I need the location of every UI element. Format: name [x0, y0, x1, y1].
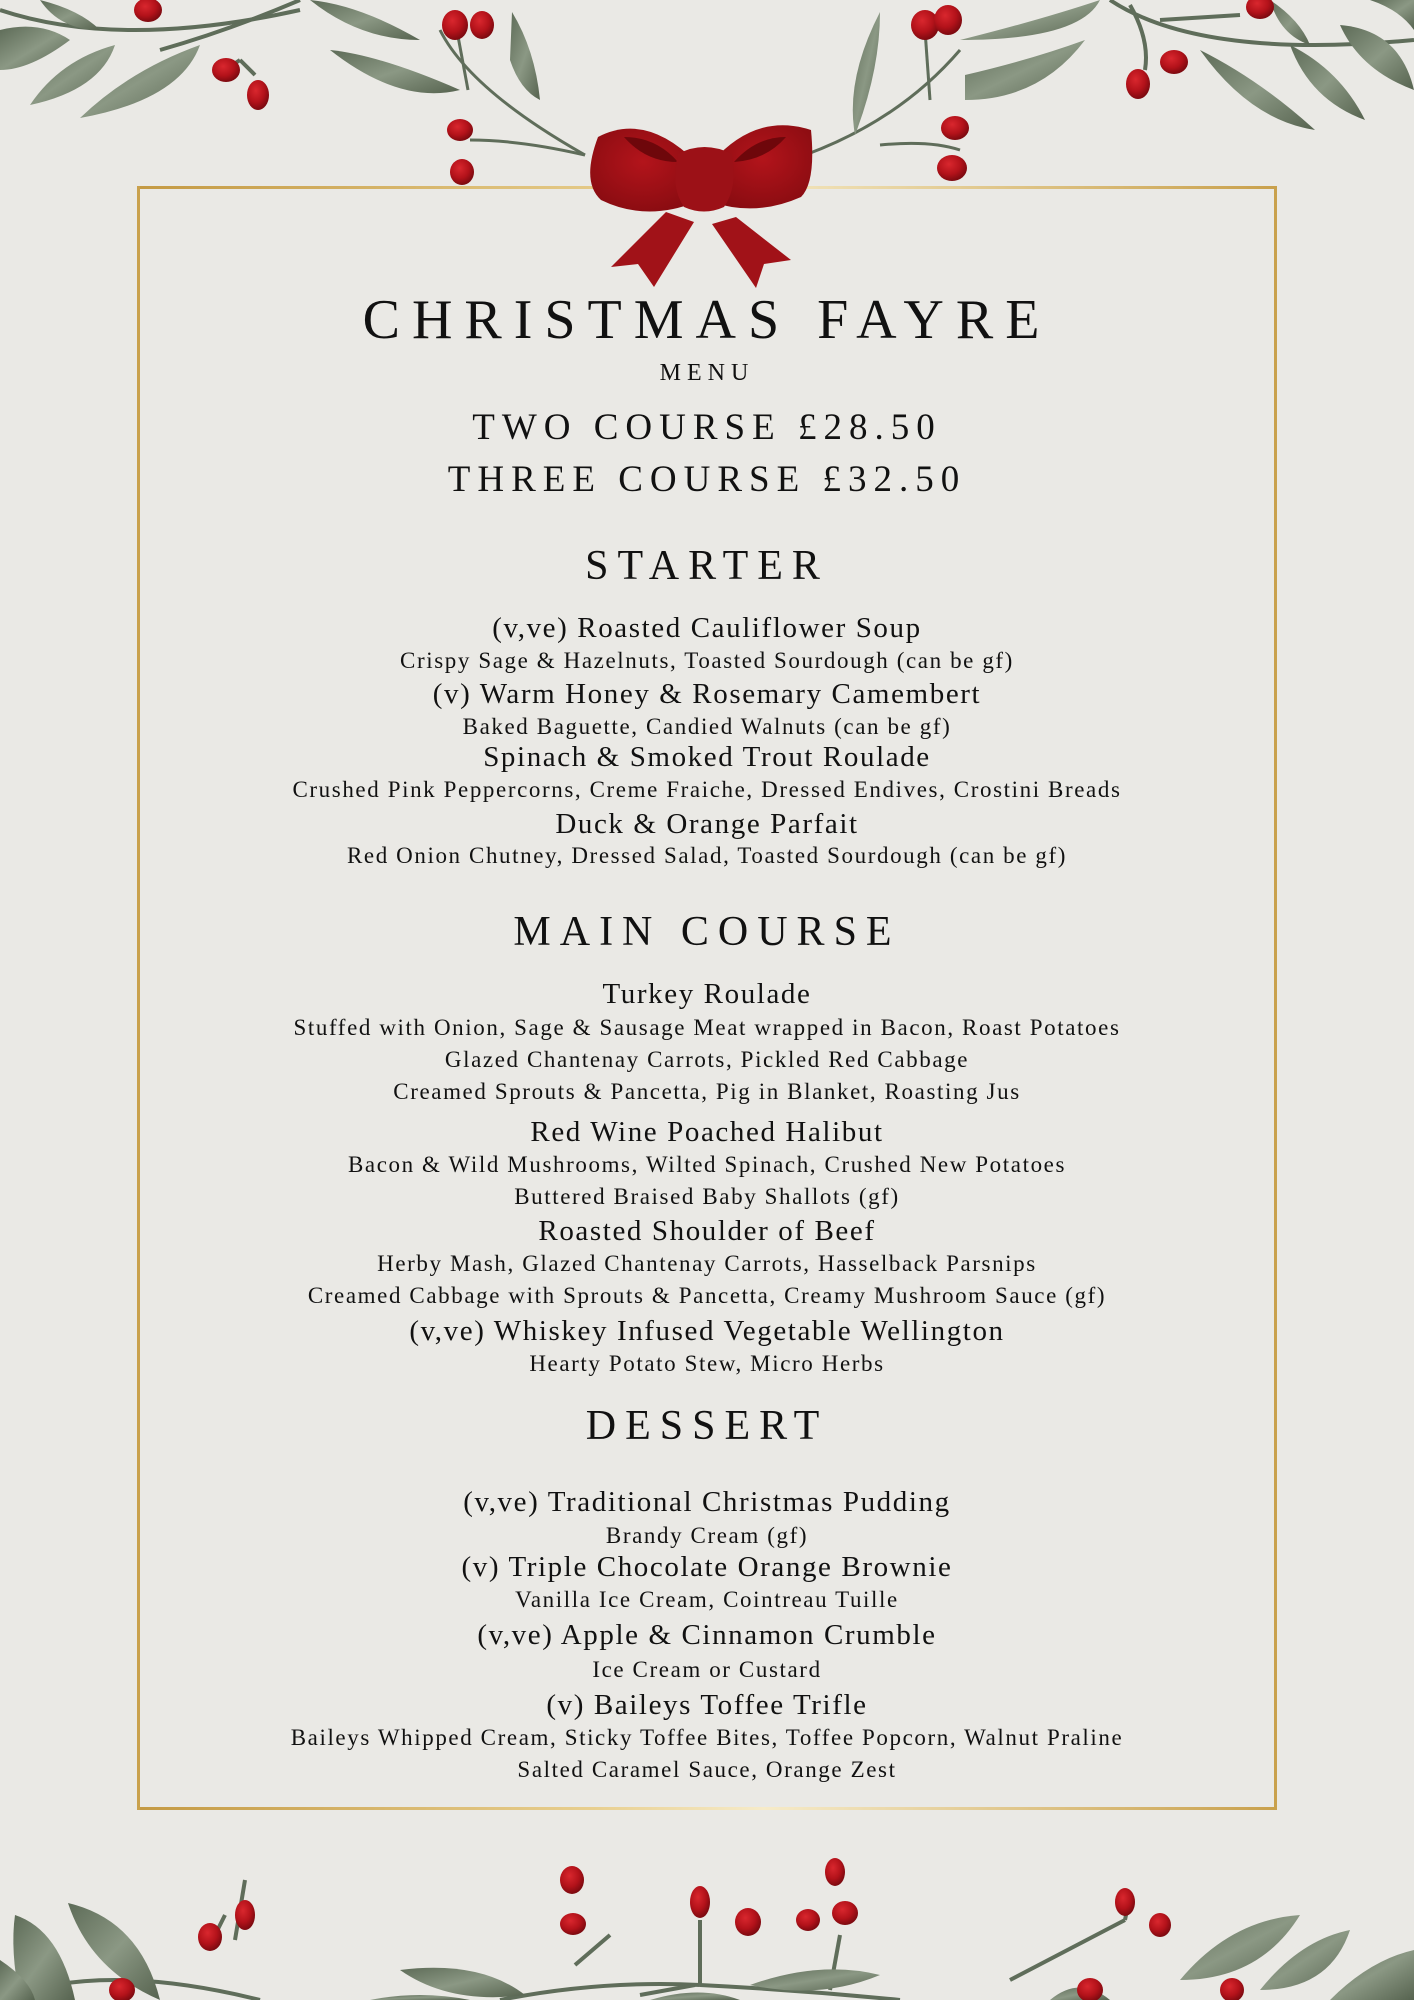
dish-description: Salted Caramel Sauce, Orange Zest — [517, 1757, 897, 1782]
red-bow-icon — [586, 92, 822, 288]
dish-description: Buttered Braised Baby Shallots (gf) — [514, 1184, 900, 1209]
dish-name: Spinach & Smoked Trout Roulade — [483, 741, 931, 773]
dish-description: Baileys Whipped Cream, Sticky Toffee Bites, Toffee Popcorn, Walnut Praline — [290, 1725, 1124, 1750]
price-three-course: THREE COURSE £32.50 — [447, 459, 967, 500]
dish-description: Hearty Potato Stew, Micro Herbs — [529, 1351, 885, 1376]
menu-title: CHRISTMAS FAYRE — [362, 289, 1052, 351]
dish-name: Roasted Shoulder of Beef — [538, 1215, 876, 1247]
dish-description: Bacon & Wild Mushrooms, Wilted Spinach, Crushed New Potatoes — [347, 1152, 1067, 1177]
dish-description: Creamed Cabbage with Sprouts & Pancetta, Creamy Mushroom Sauce (gf) — [307, 1283, 1107, 1308]
dish-description: Vanilla Ice Cream, Cointreau Tuille — [515, 1587, 899, 1612]
section-heading-main-course: MAIN COURSE — [513, 909, 901, 955]
dish-description: Glazed Chantenay Carrots, Pickled Red Cabbage — [444, 1047, 970, 1072]
dish-name: (v,ve) Whiskey Infused Vegetable Wellington — [409, 1315, 1005, 1347]
dish-name: (v,ve) Apple & Cinnamon Crumble — [477, 1619, 937, 1651]
section-heading-starter: STARTER — [585, 543, 829, 589]
dish-name: (v,ve) Traditional Christmas Pudding — [463, 1486, 951, 1518]
dish-description: Ice Cream or Custard — [592, 1657, 822, 1682]
dish-name: Red Wine Poached Halibut — [530, 1116, 884, 1148]
menu-subtitle: MENU — [659, 360, 755, 386]
dish-description: Baked Baguette, Candied Walnuts (can be gf) — [462, 714, 952, 739]
dish-name: (v) Warm Honey & Rosemary Camembert — [432, 678, 982, 710]
dish-description: Creamed Sprouts & Pancetta, Pig in Blanket, Roasting Jus — [393, 1079, 1021, 1104]
holly-branches-bottom-decoration — [0, 1840, 1414, 2000]
dish-name: (v) Baileys Toffee Trifle — [546, 1689, 868, 1721]
dish-name: (v) Triple Chocolate Orange Brownie — [461, 1551, 953, 1583]
dish-description: Herby Mash, Glazed Chantenay Carrots, Hasselback Parsnips — [377, 1251, 1037, 1276]
dish-description: Brandy Cream (gf) — [605, 1523, 809, 1548]
dish-description: Crispy Sage & Hazelnuts, Toasted Sourdough (can be gf) — [400, 648, 1014, 673]
dish-description: Red Onion Chutney, Dressed Salad, Toasted Sourdough (can be gf) — [346, 843, 1068, 868]
section-heading-dessert: DESSERT — [585, 1403, 829, 1449]
dish-name: Turkey Roulade — [602, 978, 812, 1010]
dish-description: Crushed Pink Peppercorns, Creme Fraiche, Dressed Endives, Crostini Breads — [292, 777, 1122, 802]
price-two-course: TWO COURSE £28.50 — [472, 407, 942, 448]
dish-name: Duck & Orange Parfait — [555, 808, 859, 840]
dish-description: Stuffed with Onion, Sage & Sausage Meat wrapped in Bacon, Roast Potatoes — [293, 1015, 1121, 1040]
dish-name: (v,ve) Roasted Cauliflower Soup — [492, 612, 922, 644]
leaf-branch-icon — [0, 0, 300, 75]
